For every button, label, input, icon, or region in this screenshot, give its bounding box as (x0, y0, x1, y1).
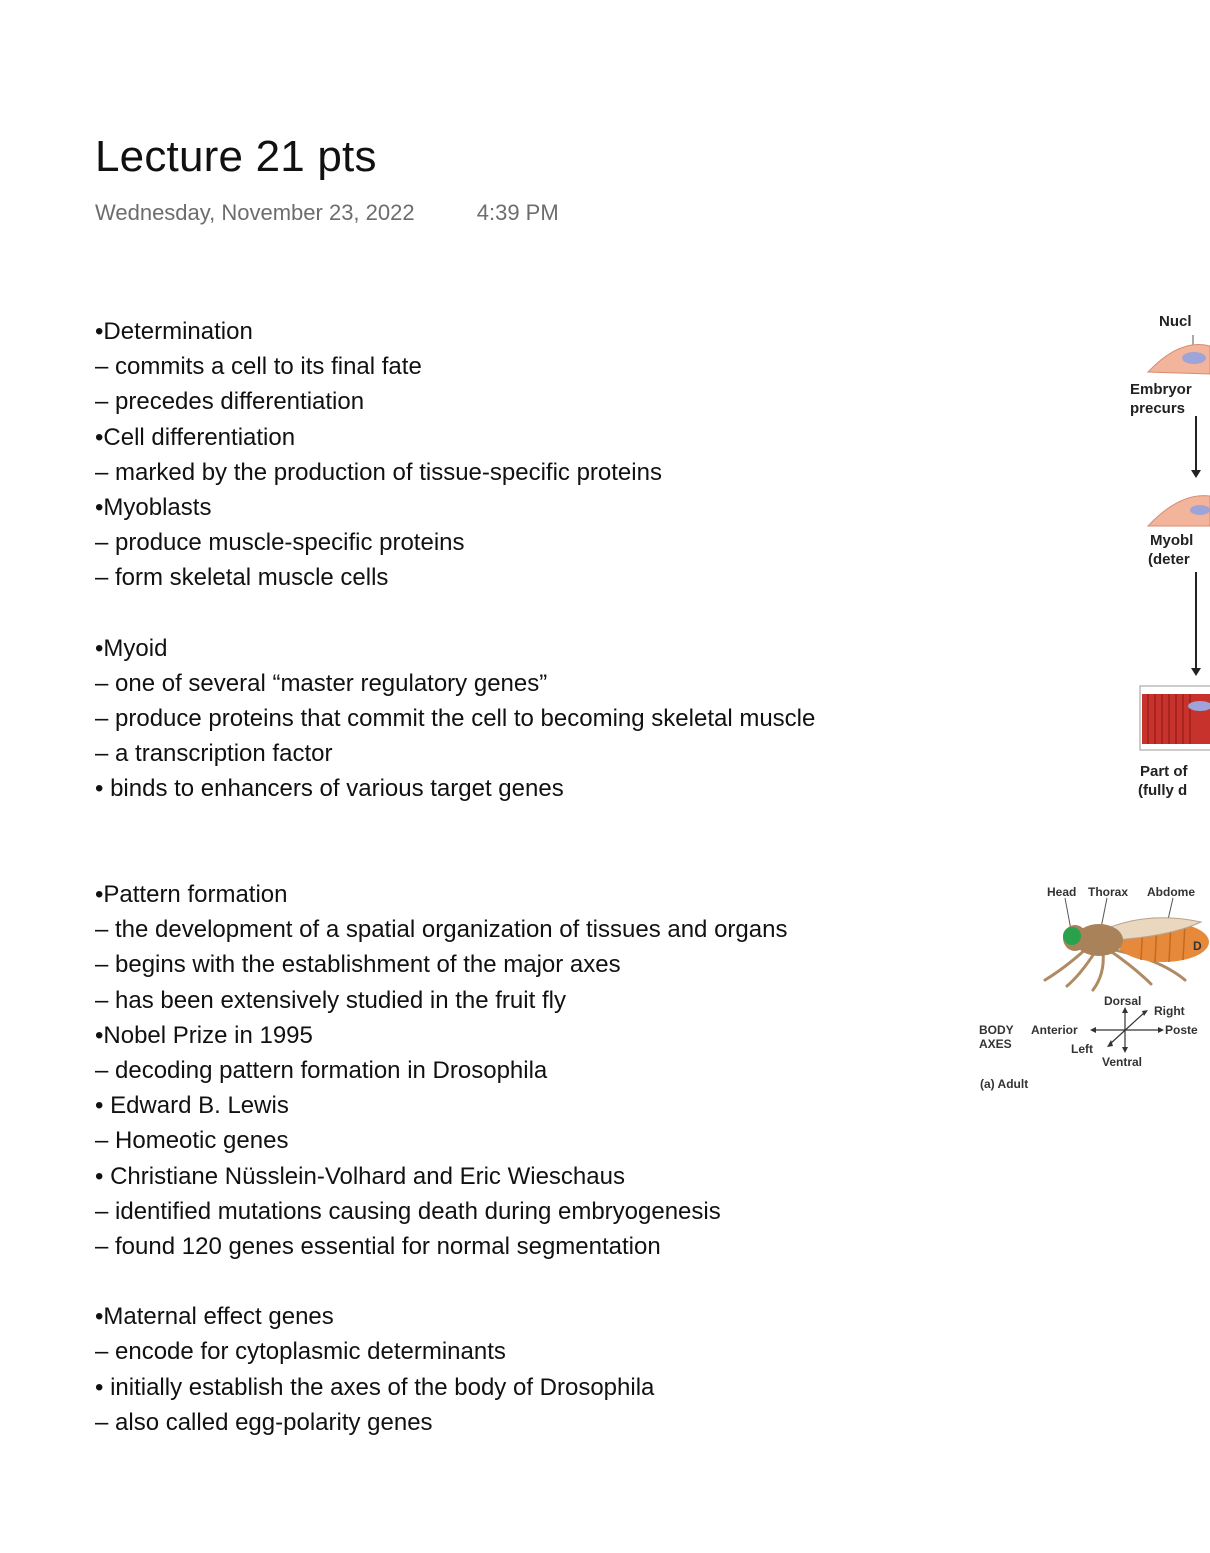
axis-ventral-label: Ventral (1102, 1055, 1143, 1069)
body-axes-label-line1: BODY (979, 1023, 1014, 1037)
axis-left-right (1110, 1012, 1145, 1044)
axis-arrowhead (1107, 1040, 1113, 1047)
notes-block-myoid (95, 631, 815, 807)
fly-leg (1093, 952, 1103, 990)
nucleus-label: Nucl (1159, 313, 1192, 330)
note-line: •Cell differentiation (95, 423, 296, 451)
notes-body[interactable] (95, 314, 815, 1440)
arrow-down-1-head (1191, 470, 1201, 478)
spacer (95, 1264, 815, 1299)
axis-posterior-label: Poste (1165, 1023, 1198, 1037)
myoblast-label-line1: Myobl (1150, 532, 1194, 549)
note-line: – precedes differentiation (95, 388, 365, 416)
fly-eye-shape (1063, 927, 1081, 945)
arrow-down-2-head (1191, 668, 1201, 676)
note-line: – begins with the establishment of the major axes (95, 951, 621, 979)
note-line: – marked by the production of tissue-specific proteins (95, 458, 662, 486)
note-line: – commits a cell to its final fate (95, 353, 422, 381)
note-line: • Edward B. Lewis (95, 1092, 289, 1120)
embryonic-label-line2: precurs (1130, 400, 1186, 417)
notes-block-maternal-effect (95, 1299, 815, 1440)
page-time: 4:39 PM (476, 200, 559, 225)
axis-right-label: Right (1154, 1004, 1185, 1018)
muscle-label-line2: (fully d (1138, 782, 1188, 799)
note-line: – identified mutations causing death during embryogenesis (95, 1197, 721, 1225)
myoblast-label-line2: (deter (1148, 551, 1190, 568)
thorax-label: Thorax (1088, 885, 1129, 899)
note-line: •Myoid (95, 634, 168, 662)
notes-block-pattern-formation (95, 877, 815, 1264)
spacer (95, 596, 815, 631)
note-line: •Determination (95, 318, 253, 345)
page-title: Lecture 21 pts (95, 132, 377, 181)
body-axes-label-line2: AXES (979, 1037, 1012, 1051)
axis-arrowhead (1090, 1027, 1096, 1033)
note-line: – a transcription factor (95, 740, 333, 768)
fly-figure-caption: (a) Adult (980, 1077, 1029, 1091)
note-line: • Christiane Nüsslein-Volhard and Eric Wieschaus (95, 1162, 625, 1190)
embryonic-label-line1: Embryor (1130, 381, 1192, 398)
axis-left-label: Left (1071, 1042, 1093, 1056)
note-line: – form skeletal muscle cells (95, 564, 389, 592)
axis-dorsal-label: Dorsal (1104, 994, 1142, 1008)
muscle-label-line1: Part of (1140, 763, 1188, 780)
note-line: – Homeotic genes (95, 1127, 289, 1155)
note-line: – produce muscle-specific proteins (95, 529, 465, 557)
note-line: – produce proteins that commit the cell to becoming skeletal muscle (95, 705, 816, 733)
thorax-pointer (1101, 898, 1107, 928)
note-line: •Nobel Prize in 1995 (95, 1021, 313, 1049)
fly-figure-graphics (975, 880, 1205, 1100)
myoblast-nucleus-shape (1190, 505, 1210, 515)
note-line: – decoding pattern formation in Drosophila (95, 1056, 548, 1084)
note-line: •Maternal effect genes (95, 1303, 334, 1331)
note-line: – has been extensively studied in the fruit fly (95, 986, 566, 1014)
head-pointer (1065, 898, 1071, 930)
notes-block-determination (95, 314, 815, 596)
note-line: – also called egg-polarity genes (95, 1408, 433, 1436)
abdomen-label: Abdome (1147, 885, 1195, 899)
fly-leg (1067, 952, 1095, 986)
axis-arrowhead (1122, 1047, 1128, 1053)
note-line: – one of several “master regulatory genes” (95, 669, 548, 697)
spacer (95, 807, 815, 877)
note-line: – the development of a spatial organization of tissues and organs (95, 916, 788, 944)
embryonic-nucleus-shape (1182, 352, 1206, 364)
axis-arrowhead (1142, 1010, 1148, 1016)
note-line: •Myoblasts (95, 493, 212, 521)
cutoff-label: D (1193, 939, 1202, 953)
page-meta (95, 200, 559, 226)
note-line: •Pattern formation (95, 881, 288, 909)
axis-anterior-label: Anterior (1031, 1023, 1078, 1037)
head-label: Head (1047, 885, 1077, 899)
fly-leg (1045, 948, 1087, 980)
page-date: Wednesday, November 23, 2022 (95, 200, 415, 225)
note-line: – found 120 genes essential for normal segmentation (95, 1232, 661, 1260)
note-line: • initially establish the axes of the body of Drosophila (95, 1373, 655, 1401)
axis-arrowhead (1158, 1027, 1164, 1033)
note-line: • binds to enhancers of various target genes (95, 775, 564, 803)
note-line: – encode for cytoplasmic determinants (95, 1338, 506, 1366)
